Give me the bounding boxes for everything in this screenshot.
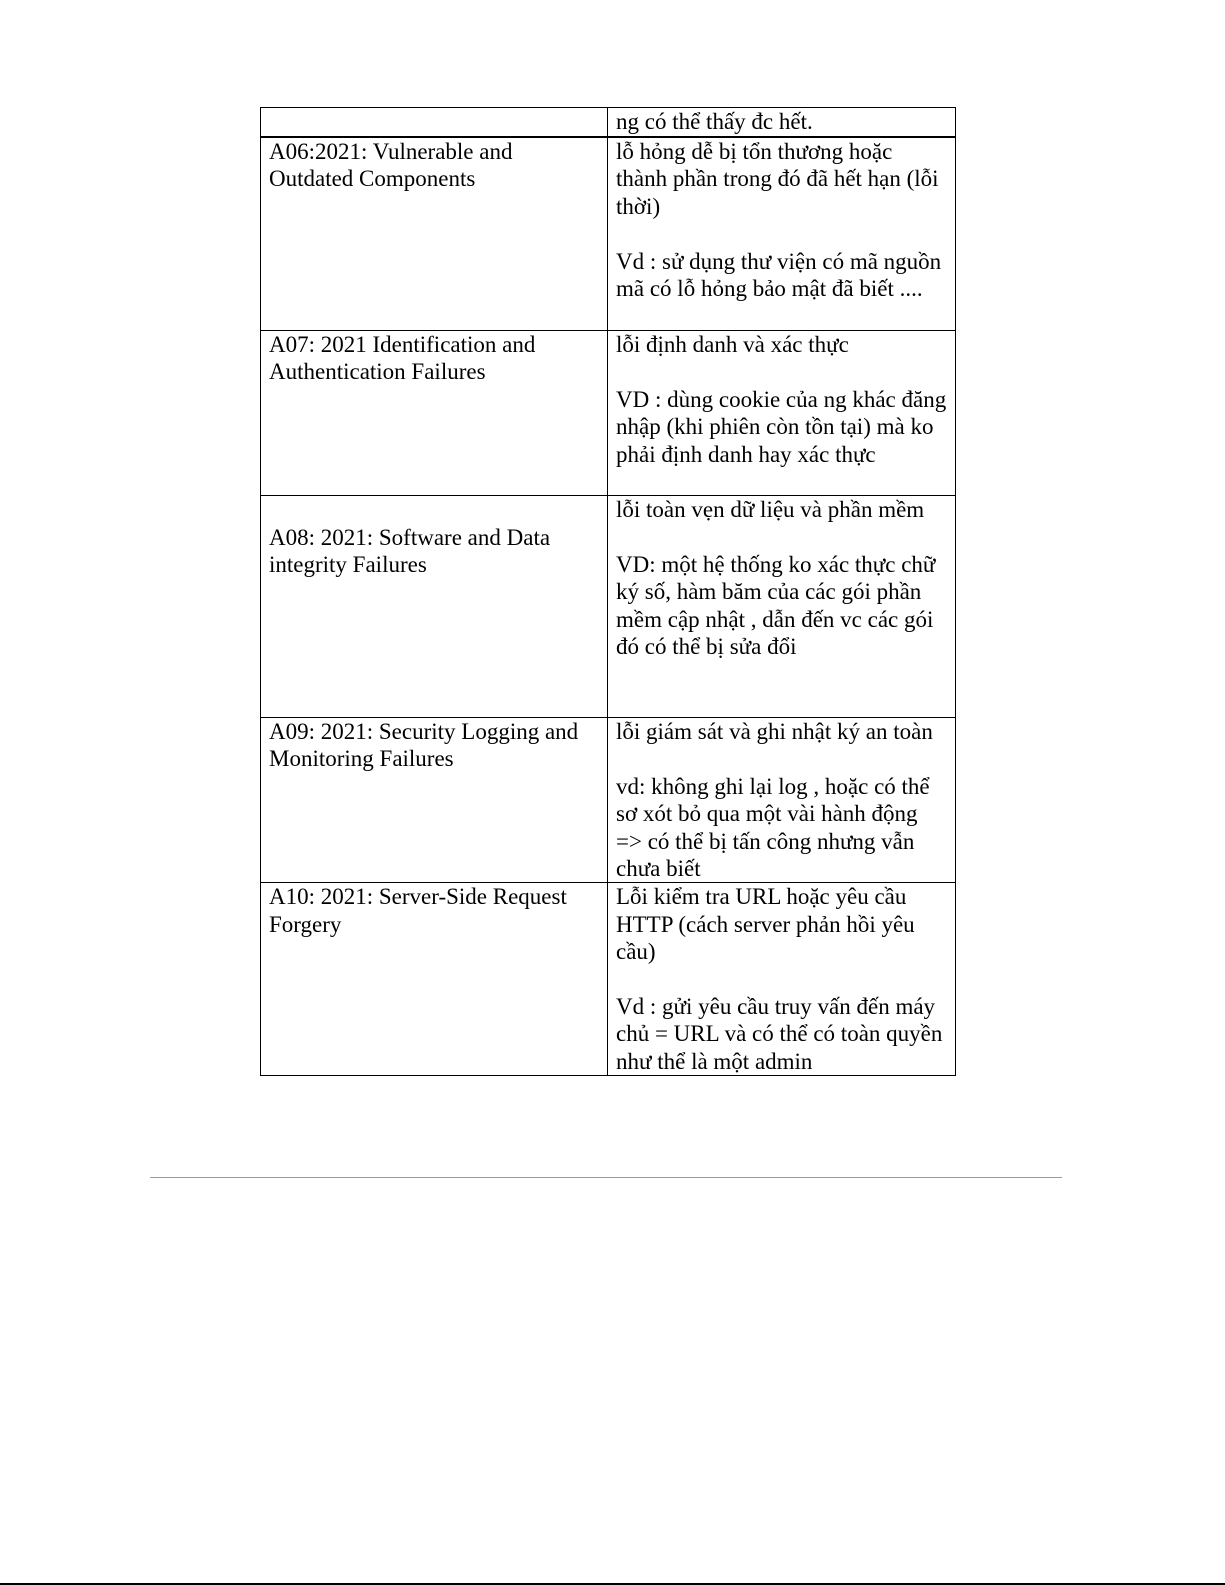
vulnerability-name-cell <box>261 331 608 496</box>
vulnerability-description-cell <box>608 496 956 718</box>
vulnerability-description-cell <box>608 137 956 331</box>
vulnerability-description-cell <box>608 331 956 496</box>
vulnerability-description-cell <box>608 718 956 883</box>
vulnerability-name-cell <box>261 137 608 331</box>
owasp-top10-table <box>260 107 956 1076</box>
vulnerability-name: A10: 2021: Server-Side Request Forgery <box>269 884 573 937</box>
vulnerability-name-cell <box>261 108 608 138</box>
table-row <box>261 331 956 496</box>
vulnerability-name: A08: 2021: Software and Data integrity Failures <box>269 525 556 578</box>
table-row <box>261 496 956 718</box>
table-row <box>261 883 956 1076</box>
vulnerability-name-cell <box>261 883 608 1076</box>
vulnerability-description: lỗi giám sát và ghi nhật ký an toàn vd: không ghi lại log , hoặc có thể sơ xót bỏ qua một vài hành động => có thể bị tấn công nhưng vẫn chưa biết <box>616 719 933 882</box>
vulnerability-name: A06:2021: Vulnerable and Outdated Components <box>269 139 519 192</box>
page-break-divider <box>150 1177 1062 1178</box>
vulnerability-name-cell <box>261 718 608 883</box>
vulnerability-name-cell <box>261 496 608 718</box>
vulnerability-description-cell <box>608 883 956 1076</box>
vulnerability-description: lỗi định danh và xác thực VD : dùng cookie của ng khác đăng nhập (khi phiên còn tồn tại) mà ko phải định danh hay xác thực <box>616 332 947 467</box>
vulnerability-name: A07: 2021 Identification and Authentication Failures <box>269 332 540 385</box>
vulnerability-description: lỗ hỏng dễ bị tổn thương hoặc thành phần trong đó đã hết hạn (lỗi thời) Vd : sử dụng thư viện có mã nguồn mã có lỗ hỏng bảo mật đã biết .... <box>616 139 942 302</box>
vulnerability-description-cell <box>608 108 956 138</box>
vulnerability-description: Lỗi kiểm tra URL hoặc yêu cầu HTTP (cách server phản hồi yêu cầu) Vd : gửi yêu cầu truy vấn đến máy chủ = URL và có thể có toàn quyền như thể là một admin <box>616 884 943 1074</box>
vulnerability-description: lỗi toàn vẹn dữ liệu và phần mềm VD: một hệ thống ko xác thực chữ ký số, hàm băm của các gói phần mềm cập nhật , dẫn đến vc các gói đó có thể bị sửa đổi <box>616 497 936 660</box>
vulnerability-name: A09: 2021: Security Logging and Monitoring Failures <box>269 719 584 772</box>
table-row <box>261 137 956 331</box>
table-row <box>261 108 956 138</box>
table-row <box>261 718 956 883</box>
vulnerability-description: ng có thể thấy đc hết. <box>616 109 813 134</box>
